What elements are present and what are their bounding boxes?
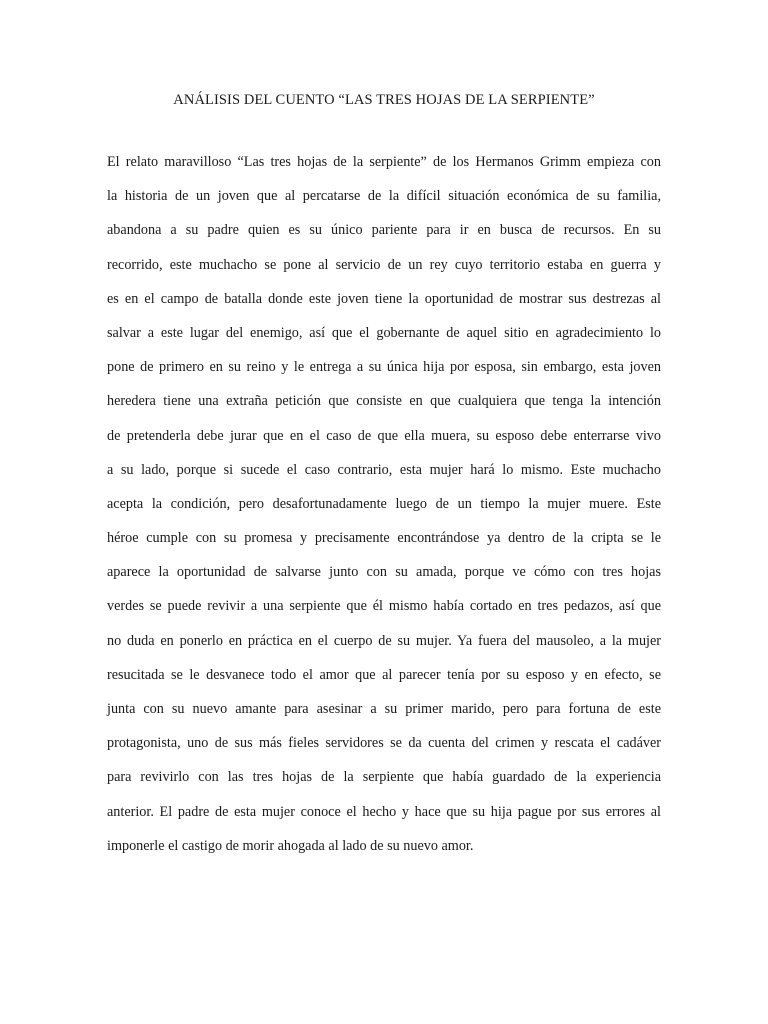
- body-line: El relato maravilloso “Las tres hojas de la serpiente” de los Hermanos Grimm empieza con: [107, 154, 661, 170]
- body-line: a su lado, porque si sucede el caso contrario, esta mujer hará lo mismo. Este muchacho: [107, 461, 661, 478]
- body-line: heredera tiene una extraña petición que consiste en que cualquiera que tenga la intención: [107, 393, 661, 410]
- body-line: salvar a este lugar del enemigo, así que el gobernante de aquel sitio en agradecimiento lo: [107, 324, 661, 341]
- body-line: héroe cumple con su promesa y precisamente encontrándose ya dentro de la cripta se le: [107, 530, 661, 547]
- body-line: abandona a su padre quien es su único pariente para ir en busca de recursos. En su: [107, 222, 661, 239]
- body-line: la historia de un joven que al percatarse de la difícil situación económica de su familia,: [107, 188, 661, 205]
- body-line: no duda en ponerlo en práctica en el cuerpo de su mujer. Ya fuera del mausoleo, a la mujer: [107, 632, 661, 649]
- body-line: acepta la condición, pero desafortunadamente luego de un tiempo la mujer muere. Este: [107, 495, 661, 512]
- body-line: anterior. El padre de esta mujer conoce el hecho y hace que su hija pague por sus errores al: [107, 803, 661, 820]
- body-line: pone de primero en su reino y le entrega a su única hija por esposa, sin embargo, esta joven: [107, 359, 661, 376]
- body-line: para revivirlo con las tres hojas de la serpiente que había guardado de la experiencia: [107, 769, 661, 786]
- body-line: recorrido, este muchacho se pone al servicio de un rey cuyo territorio estaba en guerra y: [107, 256, 661, 273]
- body-line: es en el campo de batalla donde este joven tiene la oportunidad de mostrar sus destrezas al: [107, 290, 661, 307]
- body-line: aparece la oportunidad de salvarse junto con su amada, porque ve cómo con tres hojas: [107, 564, 661, 581]
- document-title: ANÁLISIS DEL CUENTO “LAS TRES HOJAS DE LA SERPIENTE”: [173, 92, 595, 108]
- body-line: resucitada se le desvanece todo el amor que al parecer tenía por su esposo y en efecto, se: [107, 666, 661, 683]
- document-body: [107, 145, 661, 863]
- body-line: protagonista, uno de sus más fieles servidores se da cuenta del crimen y rescata el cadáver: [107, 735, 661, 752]
- body-line: imponerle el castigo de morir ahogada al lado de su nuevo amor.: [107, 837, 474, 854]
- body-line: verdes se puede revivir a una serpiente que él mismo había cortado en tres pedazos, así que: [107, 598, 661, 615]
- body-line: junta con su nuevo amante para asesinar a su primer marido, pero para fortuna de este: [107, 701, 661, 717]
- body-line: de pretenderla debe jurar que en el caso de que ella muera, su esposo debe enterrarse vivo: [107, 427, 661, 444]
